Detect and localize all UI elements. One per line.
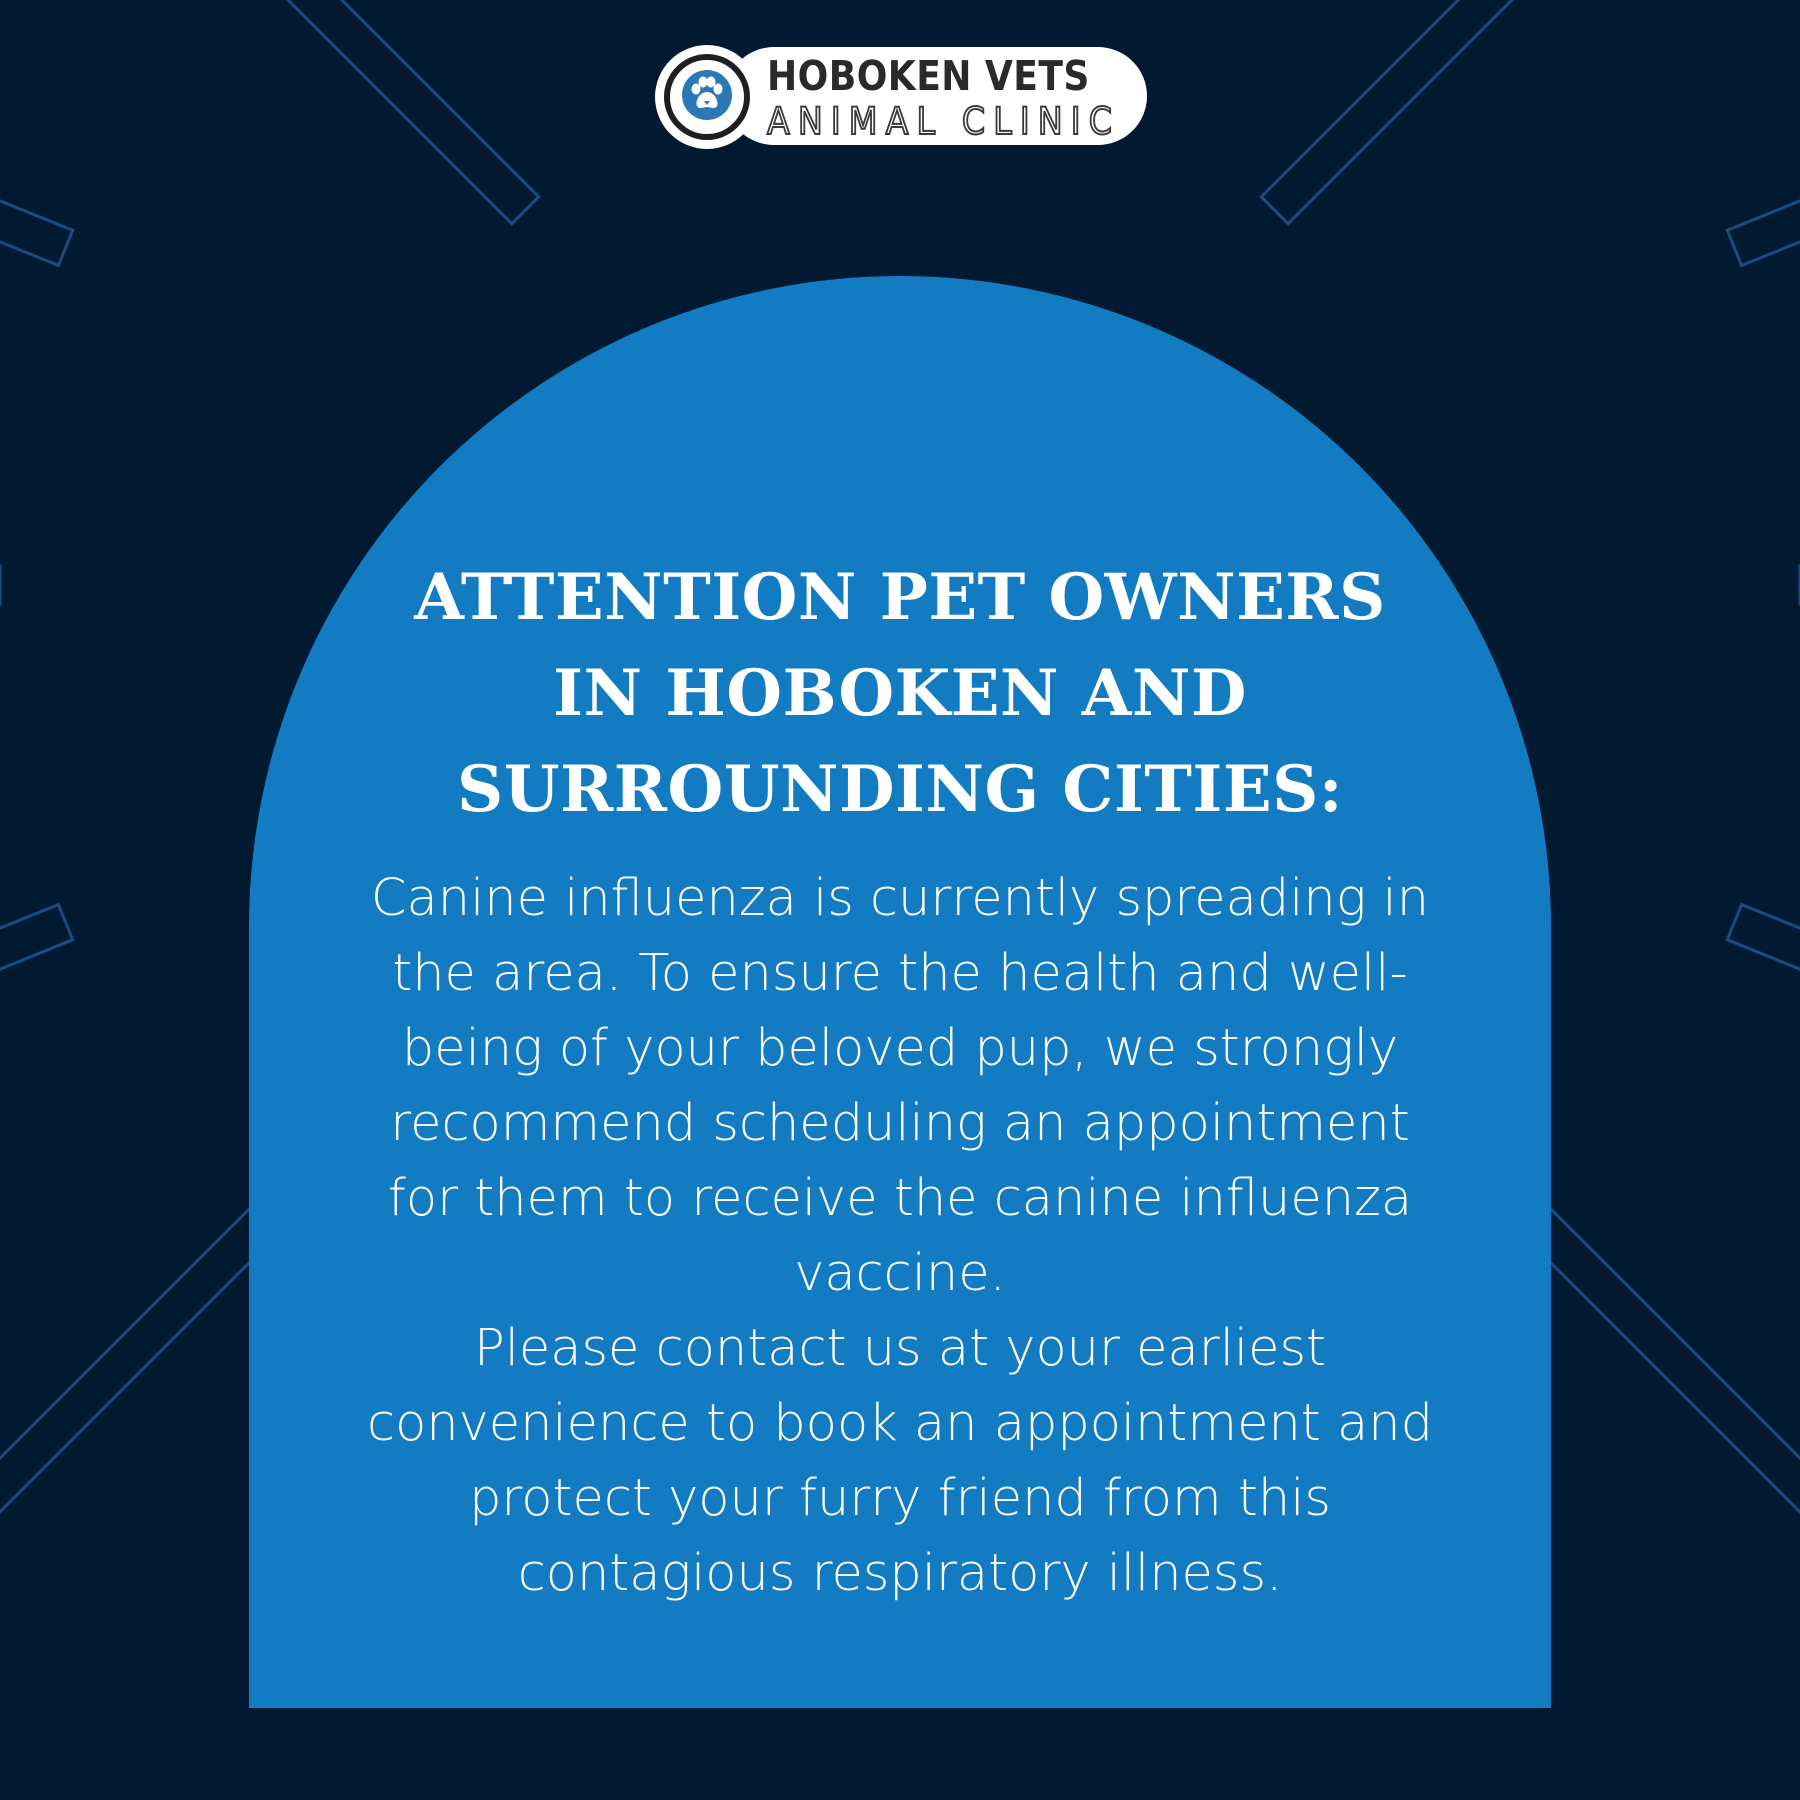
- headline-line: IN HOBOKEN AND: [553, 656, 1247, 731]
- headline-line: SURROUNDING CITIES:: [457, 752, 1343, 827]
- headline: [249, 550, 1551, 838]
- ray: [0, 1208, 277, 1765]
- ray: [215, 0, 539, 224]
- headline-line: ATTENTION PET OWNERS: [414, 560, 1386, 635]
- logo-subtitle: ANIMAL CLINIC: [767, 100, 1121, 143]
- ray: [1727, 0, 1800, 265]
- logo-title: HOBOKEN VETS: [767, 52, 1090, 100]
- body-paragraph: Canine influenza is currently spreading in the area. To ensure the health and well-being of your beloved pup, we strongly recommend scheduling an appointment for them to receive the canine influenza vaccine.: [370, 869, 1430, 1303]
- clinic-logo: [655, 45, 1150, 149]
- ray: [0, 0, 73, 265]
- ray: [1523, 1208, 1800, 1765]
- ray: [0, 905, 73, 1221]
- body-paragraph: Please contact us at your earliest convenience to book an appointment and protect your furry friend from this contagious respiratory illness.: [367, 1319, 1433, 1603]
- announcement-body: [349, 861, 1451, 1611]
- ray: [1261, 0, 1585, 224]
- paw-print-icon: [682, 70, 732, 120]
- ray: [1727, 905, 1800, 1221]
- logo-badge: [655, 45, 759, 149]
